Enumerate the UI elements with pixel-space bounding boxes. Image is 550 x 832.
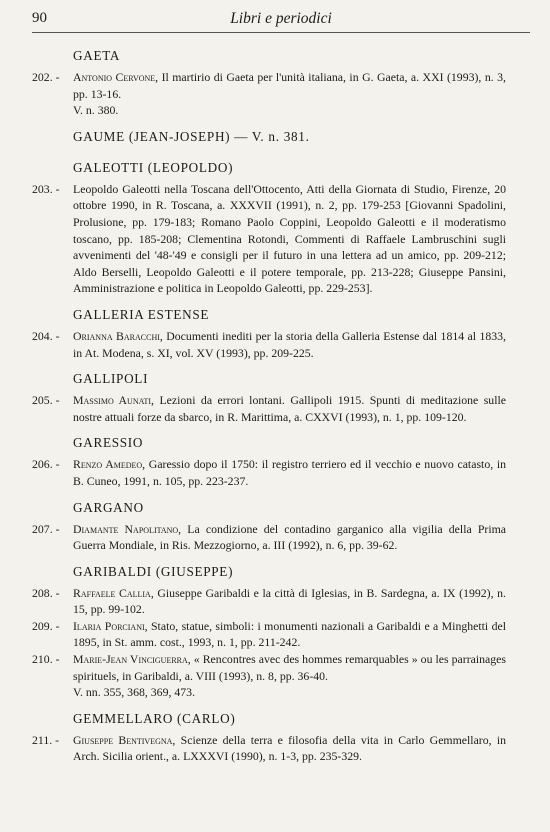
entry-author: Orianna Baracchi, — [73, 328, 163, 343]
entry-text: « Rencontres avec des hommes remarquables » ou les parrainages spirituels, in Garibaldi, a. VIII (1993), n. 8, pp. 36-40. — [73, 652, 506, 683]
entry — [32, 618, 506, 651]
entry — [32, 521, 506, 554]
entry-number: 207. - — [32, 521, 60, 536]
cross-reference: V. n. 380. — [73, 103, 119, 118]
entry-author: Marie-Jean Vinciguerra, — [73, 652, 191, 667]
bibliography-content — [32, 48, 506, 765]
entry-number: 205. - — [32, 393, 60, 408]
section-title: GALLERIA ESTENSE — [73, 306, 210, 322]
entry-author: Raffaele Callia, — [73, 585, 154, 600]
section-title: GAUME (JEAN-JOSEPH) — V. n. 381. — [73, 128, 310, 144]
entry-number: 209. - — [32, 618, 60, 633]
section-title: GALLIPOLI — [73, 371, 149, 387]
running-title: Libri e periodici — [230, 10, 332, 27]
entry-text: Il martirio di Gaeta per l'unità italiana, in G. Gaeta, a. XXI (1993), n. 3, pp. 13-16. — [73, 70, 507, 101]
page-number: 90 — [32, 10, 47, 26]
entry-author: Giuseppe Bentivegna, — [73, 732, 176, 747]
entry — [32, 392, 506, 425]
entry — [32, 69, 506, 102]
entry — [32, 585, 506, 618]
entry-number: 203. - — [32, 181, 60, 196]
section-gaume — [32, 129, 506, 145]
entry-text: Garessio dopo il 1750: il registro terriero ed il vecchio e nuovo catasto, in B. Cuneo, 1991, n. 105, pp. 223-237. — [73, 457, 507, 488]
entry-text: Lezioni da errori lontani. Gallipoli 1915. Spunti di meditazione sulle nostre attuali forze da sbarco, in R. Marittima, a. CXXVI (1993), n. 1, pp. 109-120. — [73, 393, 506, 424]
section-title: GAETA — [73, 48, 121, 63]
entry — [32, 181, 506, 297]
entry-number: 206. - — [32, 457, 60, 472]
entry-text: Scienze della terra e filosofia della vita in Carlo Gemmellaro, in Arch. Sicilia orient., a. LXXXVI (1990), n. 1-3, pp. 235-329. — [73, 732, 507, 764]
cross-reference: V. nn. 355, 368, 369, 473. — [73, 685, 196, 700]
section-title: GARIBALDI (GIUSEPPE) — [73, 563, 234, 579]
entry-text: Stato, statue, simboli: i monumenti nazionali a Garibaldi e a Minghetti del 1895, in St. amm. cost., 1993, n. 1, pp. 211-242. — [73, 618, 507, 650]
header-rule — [32, 32, 530, 33]
section-garessio — [32, 435, 506, 489]
section-gemmellaro — [32, 711, 506, 765]
section-garibaldi — [32, 564, 506, 701]
section-galleria-estense — [32, 307, 506, 361]
entry-text: La condizione del contadino garganico alla vigilia della Prima Guerra Mondiale, in Ris. Mezzogiorno, a. III (1992), n. 6, pp. 39-62. — [73, 521, 507, 553]
entry-number: 210. - — [32, 652, 60, 667]
entry — [32, 732, 506, 765]
entry-number: 204. - — [32, 328, 60, 343]
section-galeotti — [32, 160, 506, 297]
section-gaeta — [32, 48, 506, 119]
section-gargano — [32, 500, 506, 554]
entry — [32, 328, 506, 361]
entry-number: 202. - — [32, 70, 60, 84]
entry-number: 211. - — [32, 732, 60, 747]
section-title: GEMMELLARO (CARLO) — [73, 710, 236, 726]
section-title: GARESSIO — [73, 435, 144, 451]
entry-number: 208. - — [32, 585, 60, 600]
entry-text: Giuseppe Garibaldi e la città di Iglesias, in B. Sardegna, a. IX (1992), n. 15, pp. 99-102. — [73, 585, 506, 617]
entry-text: Documenti inediti per la storia della Galleria Estense dal 1814 al 1833, in At. Modena, s. XI, vol. XV (1993), pp. 209-225. — [73, 328, 506, 360]
entry-author: Renzo Amedeo, — [73, 457, 146, 472]
entry — [32, 651, 506, 684]
section-title: GALEOTTI (LEOPOLDO) — [73, 159, 234, 175]
entry — [32, 456, 506, 489]
page-header — [32, 10, 530, 34]
entry-author: Ilaria Porciani, — [73, 618, 148, 633]
entry-author: Antonio Cervone, — [73, 70, 159, 84]
section-title: GARGANO — [73, 499, 144, 515]
entry-author: Massimo Aunati, — [73, 393, 154, 408]
entry-author: Diamante Napolitano, — [73, 521, 182, 536]
section-gallipoli — [32, 371, 506, 425]
entry-text: Leopoldo Galeotti nella Toscana dell'Ottocento, Atti della Giornata di Studio, Firenze, 20 ottobre 1990, in R. Toscana, a. XXXVII (1991), n. 2, pp. 179-253 [Giovanni Spadolini, Prolusione, pp. 179-183; Romano Paolo Coppini, Leopoldo Galeotti e il moderatismo toscano, pp. 185-208; Clementina Rotondi, Commenti di Raffaele Lambruschini sugli avvenimenti del '48-'49 e consigli per il futuro in una lettera ad un amico, pp. 209-212; Aldo Berselli, Leopoldo Galeotti e il potere temporale, pp. 213-228; Giuseppe Pansini, Amministrazione e politica in Leopoldo Galeotti, pp. 229-253]. — [73, 181, 506, 296]
